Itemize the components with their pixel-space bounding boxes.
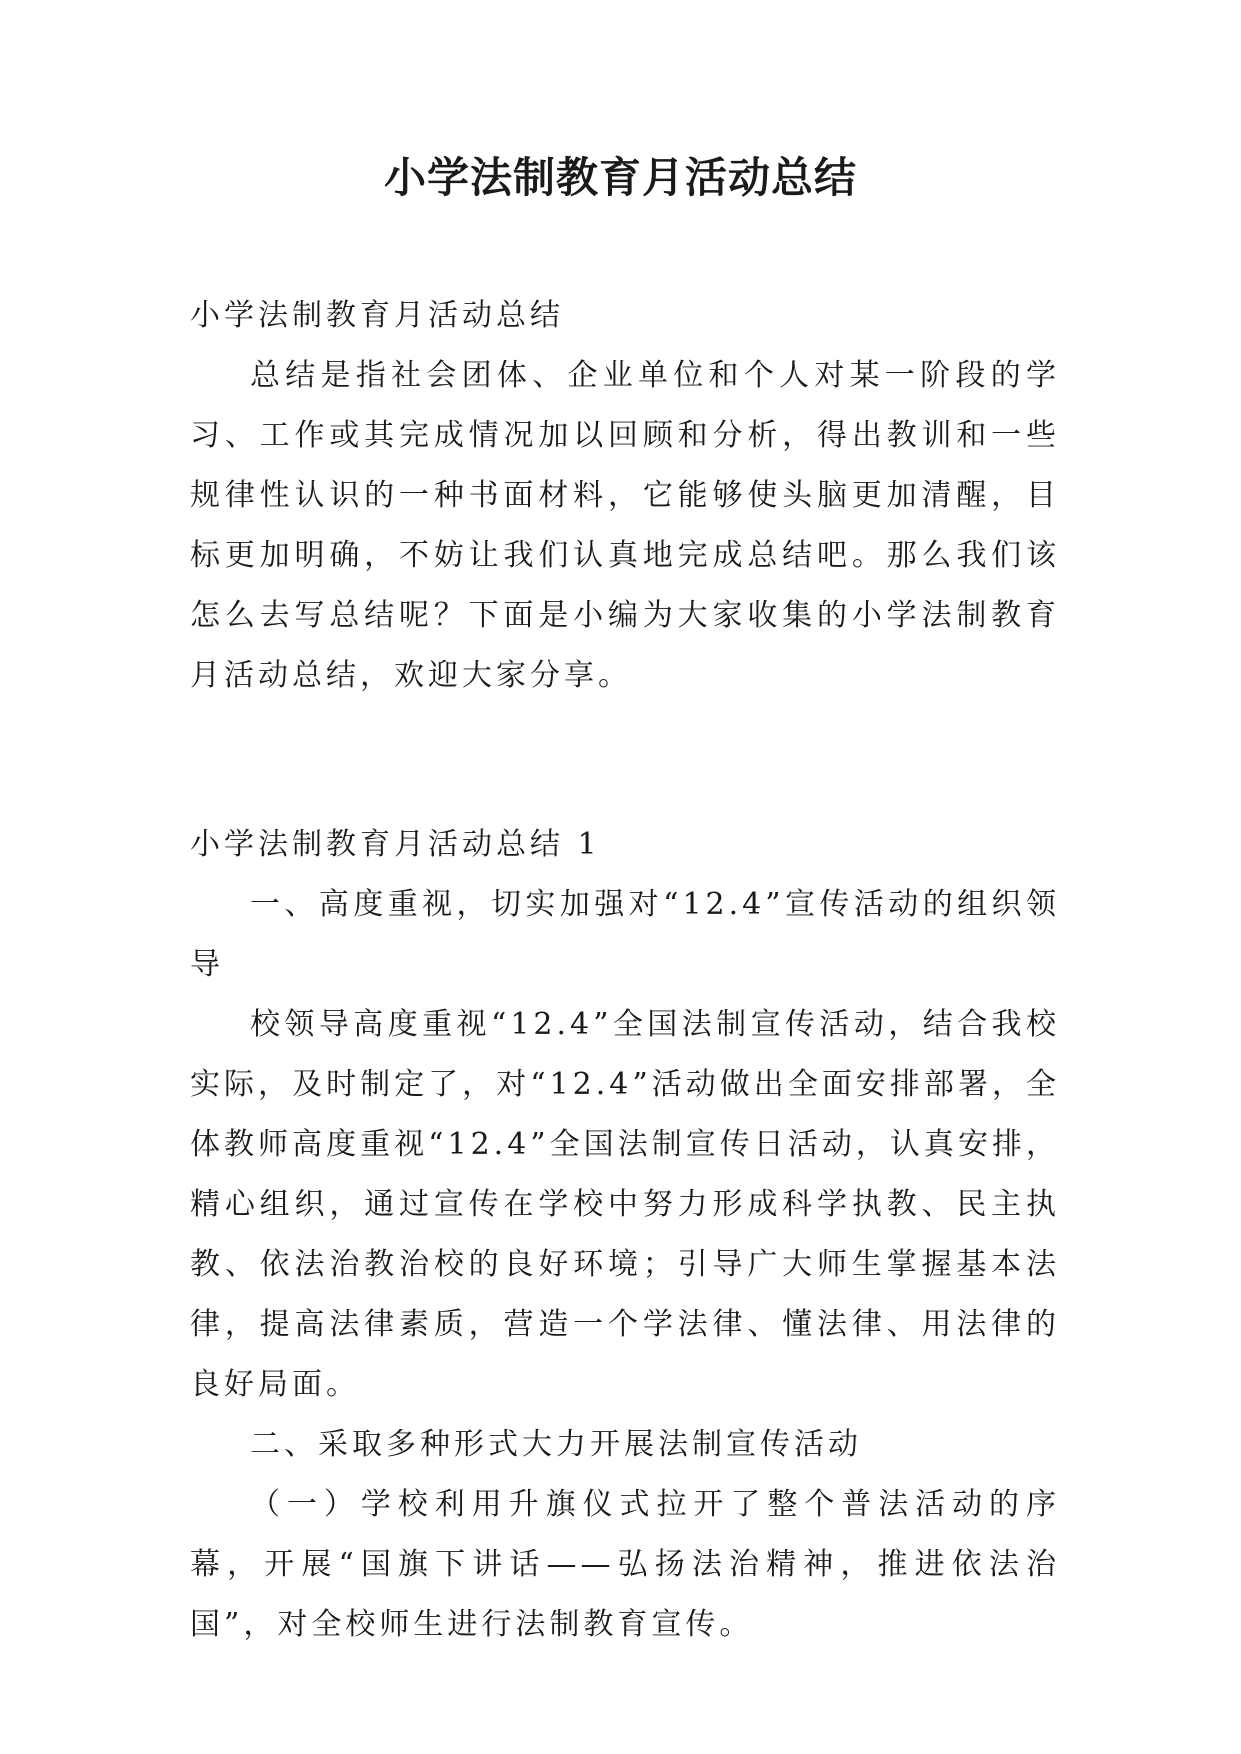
- document-title: 小学法制教育月活动总结: [383, 153, 857, 202]
- point-2-sub-1: （一）学校利用升旗仪式拉开了整个普法活动的序幕，开展“国旗下讲话——弘扬法治精神，推进依法治国”，对全校师生进行法制教育宣传。: [190, 1487, 1060, 1642]
- intro-heading: 小学法制教育月活动总结: [190, 298, 564, 333]
- point-1-paragraph: 校领导高度重视“12.4”全国法制宣传活动，结合我校实际，及时制定了，对“12.4”活动做出全面安排部署，全体教师高度重视“12.4”全国法制宣传日活动，认真安排，精心组织，通过宣传在学校中努力形成科学执教、民主执教、依法治教治校的良好环境；引导广大师生掌握基本法律，提高法律素质，营造一个学法律、懂法律、用法律的良好局面。: [190, 1007, 1060, 1402]
- point-2-heading: 二、采取多种形式大力开展法制宣传活动: [250, 1427, 862, 1462]
- intro-section: [190, 286, 1060, 706]
- intro-paragraph: 总结是指社会团体、企业单位和个人对某一阶段的学习、工作或其完成情况加以回顾和分析，得出教训和一些规律性认识的一种书面材料，它能够使头脑更加清醒，目标更加明确，不妨让我们认真地完成总结吧。那么我们该怎么去写总结呢？下面是小编为大家收集的小学法制教育月活动总结，欢迎大家分享。: [190, 358, 1060, 693]
- section-1-heading: 小学法制教育月活动总结 1: [190, 827, 601, 862]
- section-1: [190, 815, 1060, 1655]
- point-1-heading: 一、高度重视，切实加强对“12.4”宣传活动的组织领导: [190, 887, 1060, 982]
